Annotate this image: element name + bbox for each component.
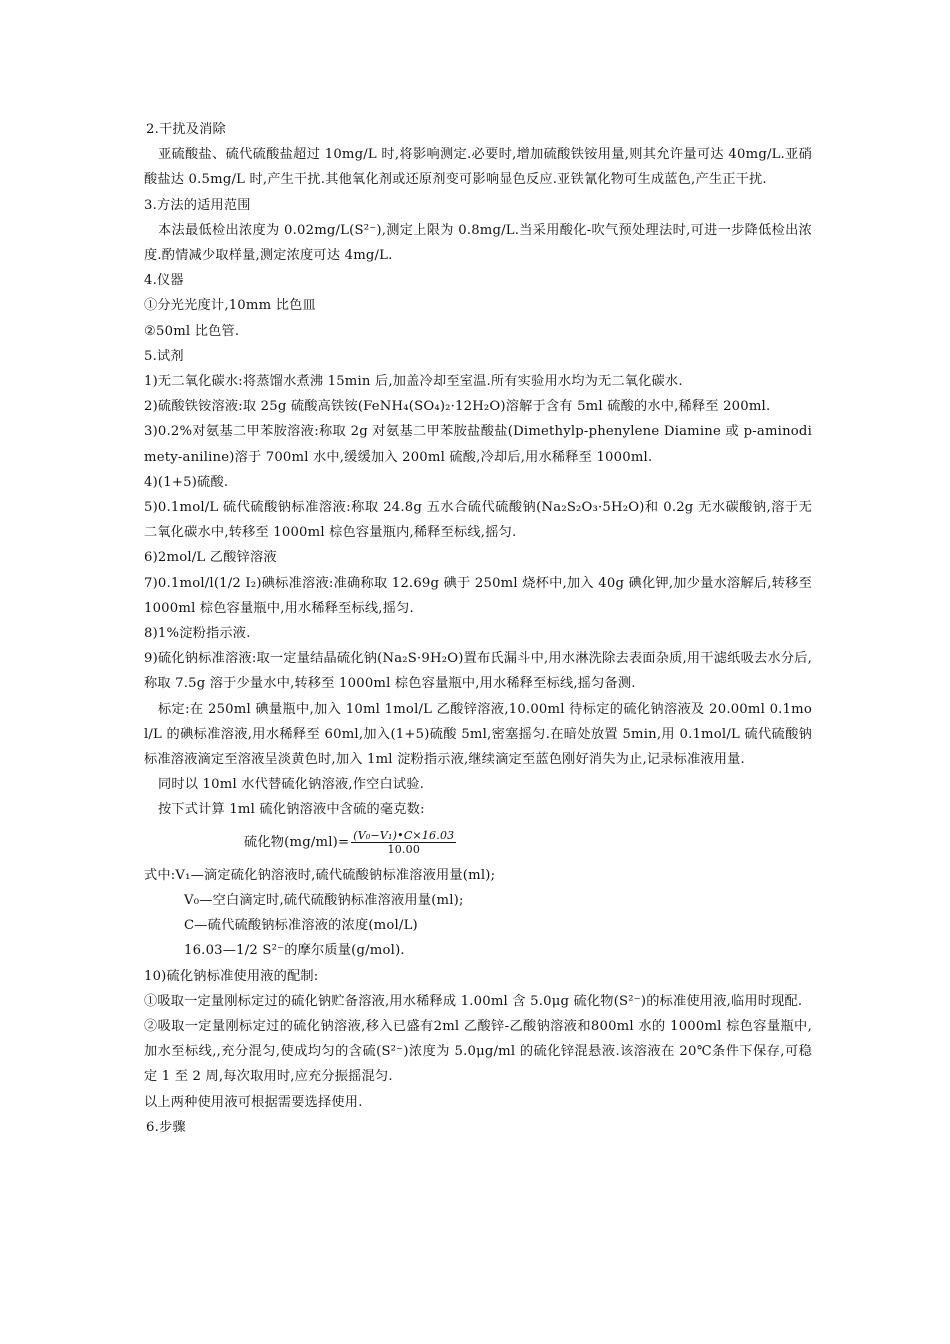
variable-v1: 式中:V₁—滴定硫化钠溶液时,硫代硫酸钠标准溶液用量(ml);	[144, 867, 496, 883]
reagent-4: 4)(1+5)硫酸.	[144, 474, 229, 490]
section-5-title: 5.试剂	[144, 348, 184, 364]
reagent-1: 1)无二氧化碳水:将蒸馏水煮沸 15min 后,加盖冷却至室温.所有实验用水均为无二氧化碳水.	[144, 374, 683, 390]
reagent-10: 10)硫化钠标准使用液的配制:	[144, 968, 319, 984]
section-2-body: 亚硫酸盐、硫代硫酸盐超过 10mg/L 时,将影响测定.必要时,增加硫酸铁铵用量,则其允许量可达 40mg/L.亚硝酸盐达 0.5mg/L 时,产生干扰.其他氧化剂或还原剂变可影响显色反应.亚铁氰化物可生成蓝色,产生正干扰.	[144, 147, 812, 188]
calculation-intro: 按下式计算 1ml 硫化钠溶液中含硫的毫克数:	[158, 802, 425, 818]
blank-test-text: 同时以 10ml 水代替硫化钠溶液,作空白试验.	[158, 777, 425, 793]
reagent-6: 6)2mol/L 乙酸锌溶液	[144, 550, 277, 566]
reagent-10-item-1: ①吸取一定量刚标定过的硫化钠贮备溶液,用水稀释成 1.00ml 含 5.0μg 硫化物(S²⁻)的标准使用液,临用时现配.	[144, 993, 803, 1009]
section-3-body: 本法最低检出浓度为 0.02mg/L(S²⁻),测定上限为 0.8mg/L.当采用酸化-吹气预处理法时,可进一步降低检出浓度.酌情减少取样量,测定浓度可达 4mg/L.	[144, 222, 812, 264]
formula-lhs: 硫化物(mg/ml)=	[244, 835, 350, 851]
formula-fraction	[351, 830, 456, 856]
standardization-text: 标定:在 250ml 碘量瓶中,加入 10ml 1mol/L 乙酸锌溶液,10.00ml 待标定的硫化钠溶液及 20.00ml 0.1mol/L 的碘标准溶液,用水稀释至 60ml,加入(1+5)硫酸 5ml,密塞摇匀.在暗处放置 5min,用 0.1mol/L 硫代硫酸钠标准溶液滴定至溶液呈淡黄色时,加入 1ml 淀粉指示液,继续滴定至蓝色刚好消失为止,记录标准液用量.	[144, 701, 812, 768]
instrument-item-2: ②50ml 比色管.	[144, 323, 240, 339]
reagent-3: 3)0.2%对氨基二甲苯胺溶液:称取 2g 对氨基二甲苯胺盐酸盐(Dimethylp-phenylene Diamine 或 p-aminodimety-aniline)溶于 700ml 水中,缓缓加入 200ml 硫酸,冷却后,用水稀释至 1000ml.	[144, 424, 812, 465]
instrument-item-1: ①分光光度计,10mm 比色皿	[144, 298, 316, 314]
section-2-title: 2.干扰及消除	[146, 122, 226, 137]
section-6-title: 6.步骤	[146, 1119, 186, 1135]
variable-v0: V₀—空白滴定时,硫代硫酸钠标准溶液用量(ml);	[184, 892, 464, 908]
sulfide-formula	[144, 823, 812, 863]
formula-numerator: (V₀−V₁)•C×16.03	[353, 828, 455, 842]
variable-molar-mass: 16.03—1/2 S²⁻的摩尔质量(g/mol).	[184, 943, 405, 959]
reagent-2: 2)硫酸铁铵溶液:取 25g 硫酸高铁铵(FeNH₄(SO₄)₂·12H₂O)溶解于含有 5ml 硫酸的水中,稀释至 200ml.	[144, 399, 771, 415]
reagent-7: 7)0.1mol/l(1/2 I₂)碘标准溶液:准确称取 12.69g 碘于 250ml 烧杯中,加入 40g 碘化钾,加少量水溶解后,转移至 1000ml 棕色容量瓶中,用水稀释至标线,摇匀.	[144, 575, 812, 616]
section-4-title: 4.仪器	[144, 273, 184, 289]
document-body	[144, 117, 812, 1140]
formula-denominator: 10.00	[387, 842, 421, 856]
reagent-10-item-2: ②吸取一定量刚标定过的硫化钠溶液,移入已盛有2ml 乙酸锌-乙酸钠溶液和800ml 水的 1000ml 棕色容量瓶中,加水至标线,,充分混匀,使成均匀的含硫(S²⁻)浓度为 5.0μg/ml 的硫化锌混悬液.该溶液在 20℃条件下保存,可稳定 1 至 2 周,每次取用时,应充分振摇混匀.	[144, 1018, 812, 1085]
reagent-8: 8)1%淀粉指示液.	[144, 626, 251, 642]
section-3-title: 3.方法的适用范围	[144, 197, 251, 213]
variable-c: C—硫代硫酸钠标准溶液的浓度(mol/L)	[184, 918, 418, 934]
reagent-10-note: 以上两种使用液可根据需要选择使用.	[144, 1094, 363, 1110]
reagent-9: 9)硫化钠标准溶液:取一定量结晶硫化钠(Na₂S·9H₂O)置布氏漏斗中,用水淋洗除去表面杂质,用干滤纸吸去水分后,称取 7.5g 溶于少量水中,转移至 1000ml 棕色容量瓶中,用水稀释至标线,摇匀备测.	[144, 651, 812, 692]
reagent-5: 5)0.1mol/L 硫代硫酸钠标准溶液:称取 24.8g 五水合硫代硫酸钠(Na₂S₂O₃·5H₂O)和 0.2g 无水碳酸钠,溶于无二氧化碳水中,转移至 1000ml 棕色容量瓶内,稀释至标线,摇匀.	[144, 500, 812, 541]
